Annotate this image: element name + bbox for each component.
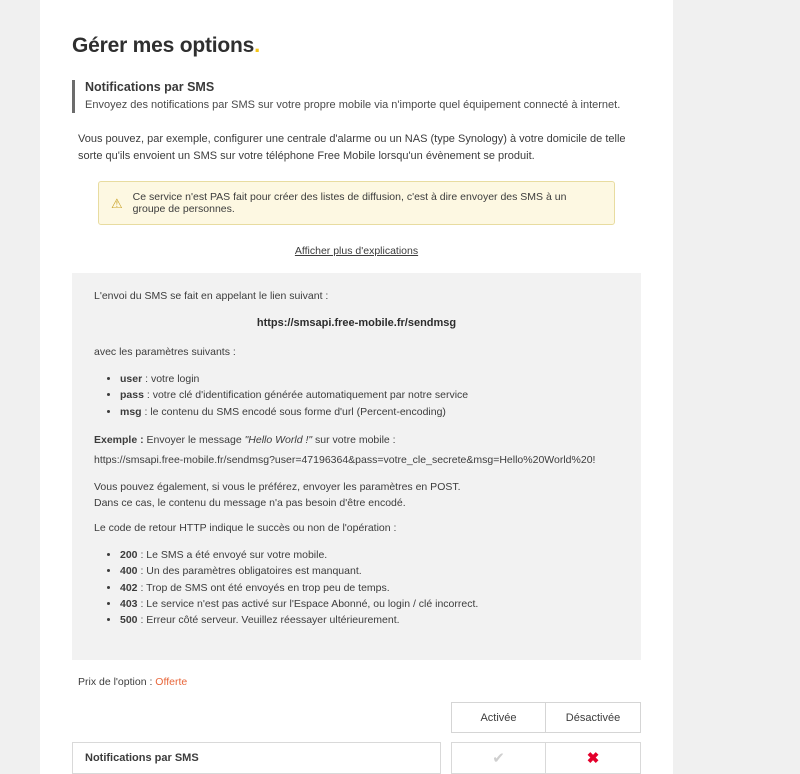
list-item xyxy=(120,404,619,420)
example-text-before: Envoyer le message xyxy=(143,433,245,446)
toggle-column-headers xyxy=(72,702,641,733)
section-title: Notifications par SMS xyxy=(85,80,215,94)
warning-text: Ce service n'est PAS fait pour créer des listes de diffusion, c'est à dire envoyer des SMS à un groupe de personnes. xyxy=(132,191,567,216)
param-name: pass xyxy=(120,389,144,402)
table-row xyxy=(72,742,641,774)
more-explanations-link-wrap xyxy=(72,241,641,259)
example-request-url: https://smsapi.free-mobile.fr/sendmsg?user=47196364&pass=votre_cle_secrete&msg=Hello%20World%20! xyxy=(94,453,596,466)
list-item xyxy=(120,547,619,563)
list-item xyxy=(120,612,619,628)
list-item xyxy=(120,563,619,579)
param-desc: : le contenu du SMS encodé sous forme d'url (Percent-encoding) xyxy=(141,405,446,418)
warning-triangle-icon: ⚠ xyxy=(111,195,123,211)
title-dot: . xyxy=(254,32,261,57)
doc-params-list xyxy=(94,371,619,420)
options-card xyxy=(40,0,673,774)
check-icon: ✔ xyxy=(492,750,505,768)
code-desc: : Un des paramètres obligatoires est manquant. xyxy=(137,565,362,578)
param-name: msg xyxy=(120,405,142,418)
section-header xyxy=(72,80,641,113)
code-desc: : Le service n'est pas activé sur l'Espace Abonné, ou login / clé incorrect. xyxy=(137,597,479,610)
doc-params-intro: avec les paramètres suivants : xyxy=(94,346,236,359)
option-name-cell: Notifications par SMS xyxy=(72,742,441,774)
section-subtitle: Envoyez des notifications par SMS sur votre propre mobile via n'importe quel équipement connecté à internet. xyxy=(85,99,621,111)
code-desc: : Erreur côté serveur. Veuillez réessayer ultérieurement. xyxy=(137,614,400,627)
doc-post-line-2: Dans ce cas, le contenu du message n'a pas besoin d'être encodé. xyxy=(94,496,406,509)
code-desc: : Trop de SMS ont été envoyés en trop peu de temps. xyxy=(137,581,390,594)
list-item xyxy=(120,371,619,387)
doc-post-line-1: Vous pouvez également, si vous le préférez, envoyer les paramètres en POST. xyxy=(94,480,461,493)
doc-example-line xyxy=(94,434,619,446)
param-name: user xyxy=(120,372,143,385)
code-value: 403 xyxy=(120,597,138,610)
code-value: 500 xyxy=(120,614,138,627)
code-desc: : Le SMS a été envoyé sur votre mobile. xyxy=(137,549,328,562)
doc-lead: L'envoi du SMS se fait en appelant le lien suivant : xyxy=(94,290,329,303)
code-value: 402 xyxy=(120,581,138,594)
doc-codes-list xyxy=(94,547,619,628)
example-message: "Hello World !" xyxy=(244,433,313,446)
code-value: 200 xyxy=(120,549,138,562)
column-header-activated: Activée xyxy=(451,702,546,733)
list-item xyxy=(120,580,619,596)
api-endpoint-url: https://smsapi.free-mobile.fr/sendmsg xyxy=(256,317,457,330)
param-desc: : votre login xyxy=(142,372,200,385)
code-value: 400 xyxy=(120,565,138,578)
list-item xyxy=(120,387,619,403)
page-title xyxy=(72,32,641,58)
cross-icon: ✖ xyxy=(586,750,600,768)
activate-option-button[interactable] xyxy=(451,742,546,774)
price-row xyxy=(78,676,641,688)
list-item xyxy=(120,596,619,612)
column-header-deactivated: Désactivée xyxy=(546,702,641,733)
param-desc: : votre clé d'identification générée automatiquement par notre service xyxy=(143,389,469,402)
page-title-text: Gérer mes options xyxy=(72,34,255,57)
doc-codes-intro: Le code de retour HTTP indique le succès ou non de l'opération : xyxy=(94,522,397,535)
price-label: Prix de l'option : xyxy=(78,676,156,689)
intro-paragraph: Vous pouvez, par exemple, configurer une centrale d'alarme ou un NAS (type Synology) à votre domicile de telle sorte qu'ils envoient un SMS sur votre téléphone Free Mobile lorsqu'un évènement se produit. xyxy=(78,133,626,163)
documentation-box xyxy=(72,273,641,660)
price-value: Offerte xyxy=(155,676,188,689)
more-explanations-link[interactable]: Afficher plus d'explications xyxy=(294,245,419,258)
deactivate-option-button[interactable] xyxy=(546,742,641,774)
warning-banner xyxy=(98,181,615,225)
example-text-after: sur votre mobile : xyxy=(312,433,396,446)
example-label: Exemple : xyxy=(94,433,144,446)
